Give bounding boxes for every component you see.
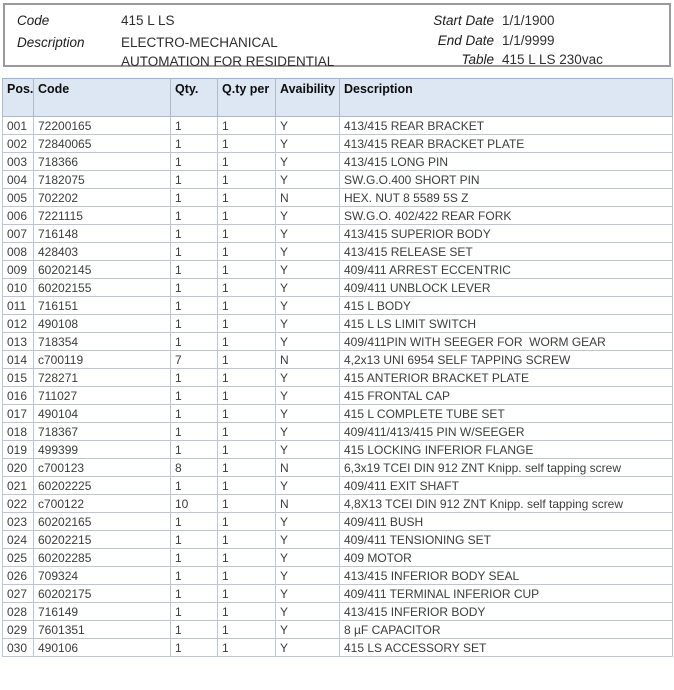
cell-qty: 1 — [171, 405, 218, 423]
cell-pos: 015 — [3, 369, 34, 387]
cell-availability: Y — [276, 315, 340, 333]
cell-pos: 021 — [3, 477, 34, 495]
cell-availability: Y — [276, 207, 340, 225]
table-row — [3, 315, 673, 333]
cell-availability: Y — [276, 603, 340, 621]
cell-pos: 014 — [3, 351, 34, 369]
cell-description: 413/415 RELEASE SET — [340, 243, 673, 261]
cell-code: 60202215 — [34, 531, 171, 549]
cell-qty-per: 1 — [218, 225, 276, 243]
cell-qty-per: 1 — [218, 387, 276, 405]
description-value-line2: AUTOMATION FOR RESIDENTIAL — [121, 54, 335, 69]
cell-description: 409/411 UNBLOCK LEVER — [340, 279, 673, 297]
cell-description: SW.G.O.400 SHORT PIN — [340, 171, 673, 189]
table-row — [3, 621, 673, 639]
table-row — [3, 639, 673, 657]
cell-availability: N — [276, 189, 340, 207]
cell-pos: 023 — [3, 513, 34, 531]
cell-availability: Y — [276, 171, 340, 189]
table-row — [3, 549, 673, 567]
cell-code: 72200165 — [34, 117, 171, 135]
cell-qty: 1 — [171, 567, 218, 585]
cell-qty: 1 — [171, 387, 218, 405]
cell-description: 415 FRONTAL CAP — [340, 387, 673, 405]
cell-code: 718354 — [34, 333, 171, 351]
cell-qty-per: 1 — [218, 639, 276, 657]
info-left — [5, 5, 335, 69]
cell-code: 716148 — [34, 225, 171, 243]
code-label: Code — [17, 13, 50, 28]
table-row — [3, 171, 673, 189]
cell-qty: 1 — [171, 513, 218, 531]
cell-qty-per: 1 — [218, 153, 276, 171]
cell-qty: 1 — [171, 135, 218, 153]
table-value: 415 L LS 230vac — [502, 52, 603, 67]
cell-qty-per: 1 — [218, 189, 276, 207]
cell-code: 72840065 — [34, 135, 171, 153]
cell-pos: 027 — [3, 585, 34, 603]
cell-availability: Y — [276, 585, 340, 603]
cell-qty-per: 1 — [218, 351, 276, 369]
table-row — [3, 189, 673, 207]
cell-pos: 016 — [3, 387, 34, 405]
cell-description: 413/415 LONG PIN — [340, 153, 673, 171]
table-row — [3, 567, 673, 585]
cell-qty-per: 1 — [218, 243, 276, 261]
cell-description: 413/415 INFERIOR BODY SEAL — [340, 567, 673, 585]
cell-pos: 026 — [3, 567, 34, 585]
cell-qty-per: 1 — [218, 477, 276, 495]
cell-qty-per: 1 — [218, 117, 276, 135]
cell-pos: 007 — [3, 225, 34, 243]
cell-description: 4,2x13 UNI 6954 SELF TAPPING SCREW — [340, 351, 673, 369]
cell-availability: Y — [276, 261, 340, 279]
cell-code: 711027 — [34, 387, 171, 405]
cell-description: 409/411 TENSIONING SET — [340, 531, 673, 549]
cell-pos: 011 — [3, 297, 34, 315]
cell-qty: 1 — [171, 621, 218, 639]
cell-qty-per: 1 — [218, 279, 276, 297]
cell-qty-per: 1 — [218, 261, 276, 279]
cell-pos: 025 — [3, 549, 34, 567]
cell-code: 718367 — [34, 423, 171, 441]
cell-availability: Y — [276, 369, 340, 387]
cell-code: 60202165 — [34, 513, 171, 531]
cell-pos: 019 — [3, 441, 34, 459]
cell-availability: Y — [276, 387, 340, 405]
cell-qty: 1 — [171, 153, 218, 171]
cell-description: 413/415 REAR BRACKET — [340, 117, 673, 135]
cell-description: SW.G.O. 402/422 REAR FORK — [340, 207, 673, 225]
table-label: Table — [461, 52, 494, 67]
cell-qty: 1 — [171, 297, 218, 315]
cell-description: 415 ANTERIOR BRACKET PLATE — [340, 369, 673, 387]
cell-availability: Y — [276, 279, 340, 297]
table-row — [3, 225, 673, 243]
cell-qty-per: 1 — [218, 135, 276, 153]
cell-qty: 1 — [171, 585, 218, 603]
cell-description: 415 L BODY — [340, 297, 673, 315]
col-header-code: Code — [34, 79, 171, 117]
cell-availability: Y — [276, 297, 340, 315]
cell-qty: 1 — [171, 549, 218, 567]
table-row — [3, 423, 673, 441]
cell-code: c700123 — [34, 459, 171, 477]
cell-availability: N — [276, 495, 340, 513]
cell-description: 409 MOTOR — [340, 549, 673, 567]
table-row — [3, 153, 673, 171]
info-box — [3, 3, 671, 67]
table-row — [3, 243, 673, 261]
end-date-label: End Date — [437, 32, 494, 48]
cell-pos: 001 — [3, 117, 34, 135]
cell-description: 409/411 ARREST ECCENTRIC — [340, 261, 673, 279]
cell-availability: Y — [276, 243, 340, 261]
cell-qty: 1 — [171, 369, 218, 387]
table-row — [3, 279, 673, 297]
cell-qty-per: 1 — [218, 405, 276, 423]
cell-qty: 8 — [171, 459, 218, 477]
cell-qty-per: 1 — [218, 333, 276, 351]
cell-code: 60202145 — [34, 261, 171, 279]
cell-description: 413/415 INFERIOR BODY — [340, 603, 673, 621]
table-row — [3, 207, 673, 225]
parts-table — [2, 78, 673, 657]
cell-qty: 1 — [171, 171, 218, 189]
cell-availability: Y — [276, 513, 340, 531]
col-header-qty: Qty. — [171, 79, 218, 117]
cell-pos: 004 — [3, 171, 34, 189]
description-label: Description — [17, 35, 85, 50]
cell-qty: 10 — [171, 495, 218, 513]
cell-pos: 010 — [3, 279, 34, 297]
cell-qty-per: 1 — [218, 369, 276, 387]
table-row — [3, 531, 673, 549]
cell-code: 7601351 — [34, 621, 171, 639]
col-header-description: Description — [340, 79, 673, 117]
cell-pos: 030 — [3, 639, 34, 657]
cell-pos: 009 — [3, 261, 34, 279]
cell-description: 409/411PIN WITH SEEGER FOR WORM GEAR — [340, 333, 673, 351]
table-row — [3, 387, 673, 405]
cell-code: 60202175 — [34, 585, 171, 603]
cell-code: 716151 — [34, 297, 171, 315]
cell-availability: N — [276, 351, 340, 369]
cell-pos: 017 — [3, 405, 34, 423]
table-row — [3, 603, 673, 621]
cell-availability: Y — [276, 153, 340, 171]
table-body — [3, 117, 673, 657]
start-date-value: 1/1/1900 — [502, 13, 555, 28]
cell-pos: 003 — [3, 153, 34, 171]
cell-description: 409/411 EXIT SHAFT — [340, 477, 673, 495]
cell-pos: 024 — [3, 531, 34, 549]
cell-availability: Y — [276, 423, 340, 441]
cell-availability: Y — [276, 405, 340, 423]
cell-qty-per: 1 — [218, 171, 276, 189]
cell-qty: 1 — [171, 243, 218, 261]
cell-description: 415 LS ACCESSORY SET — [340, 639, 673, 657]
start-date-label: Start Date — [433, 13, 494, 28]
cell-qty: 1 — [171, 477, 218, 495]
cell-qty-per: 1 — [218, 513, 276, 531]
cell-code: 716149 — [34, 603, 171, 621]
cell-qty-per: 1 — [218, 207, 276, 225]
cell-description: 415 L LS LIMIT SWITCH — [340, 315, 673, 333]
cell-qty-per: 1 — [218, 315, 276, 333]
cell-availability: Y — [276, 333, 340, 351]
cell-qty: 1 — [171, 279, 218, 297]
cell-code: 490104 — [34, 405, 171, 423]
cell-availability: Y — [276, 621, 340, 639]
cell-code: 499399 — [34, 441, 171, 459]
cell-qty-per: 1 — [218, 441, 276, 459]
cell-code: 60202285 — [34, 549, 171, 567]
table-row — [3, 441, 673, 459]
cell-pos: 029 — [3, 621, 34, 639]
cell-pos: 008 — [3, 243, 34, 261]
cell-qty: 1 — [171, 441, 218, 459]
cell-description: HEX. NUT 8 5589 5S Z — [340, 189, 673, 207]
cell-pos: 022 — [3, 495, 34, 513]
col-header-pos: Pos. — [3, 79, 34, 117]
cell-qty: 1 — [171, 333, 218, 351]
cell-code: 490106 — [34, 639, 171, 657]
cell-code: 60202155 — [34, 279, 171, 297]
table-row — [3, 117, 673, 135]
table-row — [3, 405, 673, 423]
cell-qty-per: 1 — [218, 621, 276, 639]
cell-pos: 020 — [3, 459, 34, 477]
cell-description: 4,8X13 TCEI DIN 912 ZNT Knipp. self tapping screw — [340, 495, 673, 513]
cell-pos: 013 — [3, 333, 34, 351]
table-row — [3, 297, 673, 315]
cell-qty-per: 1 — [218, 549, 276, 567]
cell-qty: 1 — [171, 225, 218, 243]
cell-description: 413/415 SUPERIOR BODY — [340, 225, 673, 243]
cell-code: c700119 — [34, 351, 171, 369]
cell-description: 413/415 REAR BRACKET PLATE — [340, 135, 673, 153]
cell-pos: 002 — [3, 135, 34, 153]
cell-description: 8 µF CAPACITOR — [340, 621, 673, 639]
cell-qty: 1 — [171, 261, 218, 279]
cell-code: 7182075 — [34, 171, 171, 189]
table-row — [3, 261, 673, 279]
cell-pos: 012 — [3, 315, 34, 333]
cell-qty: 1 — [171, 639, 218, 657]
cell-availability: Y — [276, 639, 340, 657]
cell-availability: Y — [276, 225, 340, 243]
cell-pos: 018 — [3, 423, 34, 441]
cell-availability: Y — [276, 135, 340, 153]
description-value — [121, 33, 334, 71]
cell-pos: 028 — [3, 603, 34, 621]
cell-availability: Y — [276, 567, 340, 585]
cell-qty-per: 1 — [218, 423, 276, 441]
cell-availability: Y — [276, 117, 340, 135]
cell-code: 428403 — [34, 243, 171, 261]
cell-qty: 1 — [171, 531, 218, 549]
cell-code: 60202225 — [34, 477, 171, 495]
cell-qty-per: 1 — [218, 297, 276, 315]
cell-availability: Y — [276, 441, 340, 459]
cell-qty-per: 1 — [218, 603, 276, 621]
cell-availability: Y — [276, 531, 340, 549]
end-date-value: 1/1/9999 — [502, 32, 555, 48]
table-row — [3, 495, 673, 513]
col-header-qty-per: Q.ty per — [218, 79, 276, 117]
info-right — [404, 5, 617, 65]
cell-qty-per: 1 — [218, 495, 276, 513]
table-row — [3, 459, 673, 477]
cell-code: 7221115 — [34, 207, 171, 225]
cell-description: 409/411 TERMINAL INFERIOR CUP — [340, 585, 673, 603]
table-row — [3, 351, 673, 369]
cell-pos: 005 — [3, 189, 34, 207]
cell-code: 702202 — [34, 189, 171, 207]
cell-description: 409/411 BUSH — [340, 513, 673, 531]
cell-description: 415 L COMPLETE TUBE SET — [340, 405, 673, 423]
table-row — [3, 135, 673, 153]
cell-qty-per: 1 — [218, 567, 276, 585]
cell-availability: Y — [276, 549, 340, 567]
table-row — [3, 585, 673, 603]
table-row — [3, 513, 673, 531]
cell-pos: 006 — [3, 207, 34, 225]
col-header-availability: Avaibility — [276, 79, 340, 117]
table-row — [3, 477, 673, 495]
cell-code: c700122 — [34, 495, 171, 513]
cell-qty: 1 — [171, 207, 218, 225]
table-row — [3, 369, 673, 387]
cell-description: 6,3x19 TCEI DIN 912 ZNT Knipp. self tapping screw — [340, 459, 673, 477]
cell-description: 415 LOCKING INFERIOR FLANGE — [340, 441, 673, 459]
cell-qty: 1 — [171, 423, 218, 441]
cell-code: 718366 — [34, 153, 171, 171]
parts-table-wrap — [2, 78, 673, 657]
cell-availability: Y — [276, 477, 340, 495]
cell-qty-per: 1 — [218, 459, 276, 477]
code-value: 415 L LS — [121, 13, 175, 28]
cell-qty: 7 — [171, 351, 218, 369]
cell-availability: N — [276, 459, 340, 477]
cell-qty: 1 — [171, 189, 218, 207]
cell-qty: 1 — [171, 603, 218, 621]
cell-qty-per: 1 — [218, 531, 276, 549]
cell-qty: 1 — [171, 315, 218, 333]
cell-description: 409/411/413/415 PIN W/SEEGER — [340, 423, 673, 441]
cell-qty: 1 — [171, 117, 218, 135]
table-row — [3, 333, 673, 351]
table-header-row — [3, 79, 673, 117]
cell-qty-per: 1 — [218, 585, 276, 603]
cell-code: 490108 — [34, 315, 171, 333]
description-value-line1: ELECTRO-MECHANICAL — [121, 35, 278, 50]
cell-code: 728271 — [34, 369, 171, 387]
cell-code: 709324 — [34, 567, 171, 585]
